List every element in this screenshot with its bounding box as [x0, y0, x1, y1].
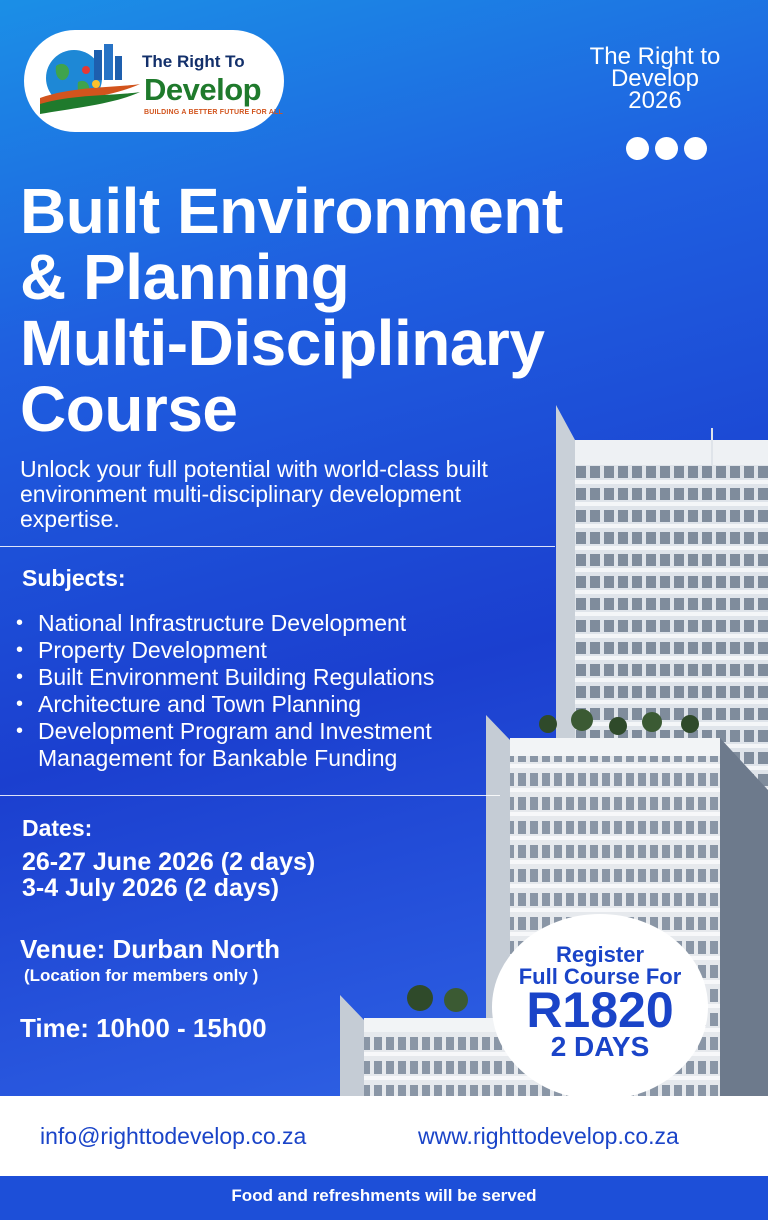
price-register: Register — [555, 942, 645, 967]
email-link[interactable]: info@righttodevelop.co.za — [40, 1123, 307, 1149]
list-item: • Property Development — [38, 637, 518, 664]
header-right-line2: Develop — [610, 65, 700, 92]
title-line4: Course — [20, 373, 238, 445]
price-badge — [492, 914, 708, 1100]
brand-logo — [24, 30, 284, 132]
subjects-heading: Subjects: — [22, 565, 126, 591]
food-note: Food and refreshments will be served — [231, 1186, 537, 1205]
dates-heading: Dates: — [22, 815, 93, 841]
course-subtitle: Unlock your full potential with world-class built environment multi-disciplinary development expertise. — [20, 456, 488, 532]
price-full-course: Full Course For — [518, 964, 682, 989]
price-days: 2 DAYS — [550, 1031, 650, 1062]
list-item: • Development Program and Investment Management for Bankable Funding — [38, 718, 518, 772]
venue-note: (Location for members only ) — [24, 966, 259, 985]
header-right-line1: The Right to — [589, 43, 721, 70]
globe-icon — [34, 38, 144, 124]
date-1: 26-27 June 2026 (2 days) — [22, 848, 316, 876]
title-line2: & Planning — [20, 241, 350, 313]
date-2: 3-4 July 2026 (2 days) — [22, 874, 280, 902]
divider — [0, 795, 500, 796]
venue: Venue: Durban North — [20, 934, 281, 964]
list-item: • Built Environment Building Regulations — [38, 664, 518, 691]
title-line3: Multi-Disciplinary — [20, 307, 545, 379]
logo-line2: Develop — [144, 72, 262, 107]
list-item: • National Infrastructure Development — [38, 610, 518, 637]
header-right-text — [580, 43, 730, 114]
subjects-list — [38, 610, 518, 772]
title-line1: Built Environment — [20, 175, 563, 247]
dots-decoration — [626, 137, 707, 160]
course-time: Time: 10h00 - 15h00 — [20, 1013, 267, 1043]
price-amount: R1820 — [526, 982, 674, 1038]
header-right-line3: 2026 — [628, 87, 682, 114]
logo-tagline: BUILDING A BETTER FUTURE FOR ALL — [144, 109, 283, 116]
course-title — [20, 175, 750, 445]
list-item: • Architecture and Town Planning — [38, 691, 518, 718]
divider — [0, 546, 555, 547]
logo-line1: The Right To — [142, 52, 245, 71]
website-link[interactable]: www.righttodevelop.co.za — [418, 1123, 679, 1149]
